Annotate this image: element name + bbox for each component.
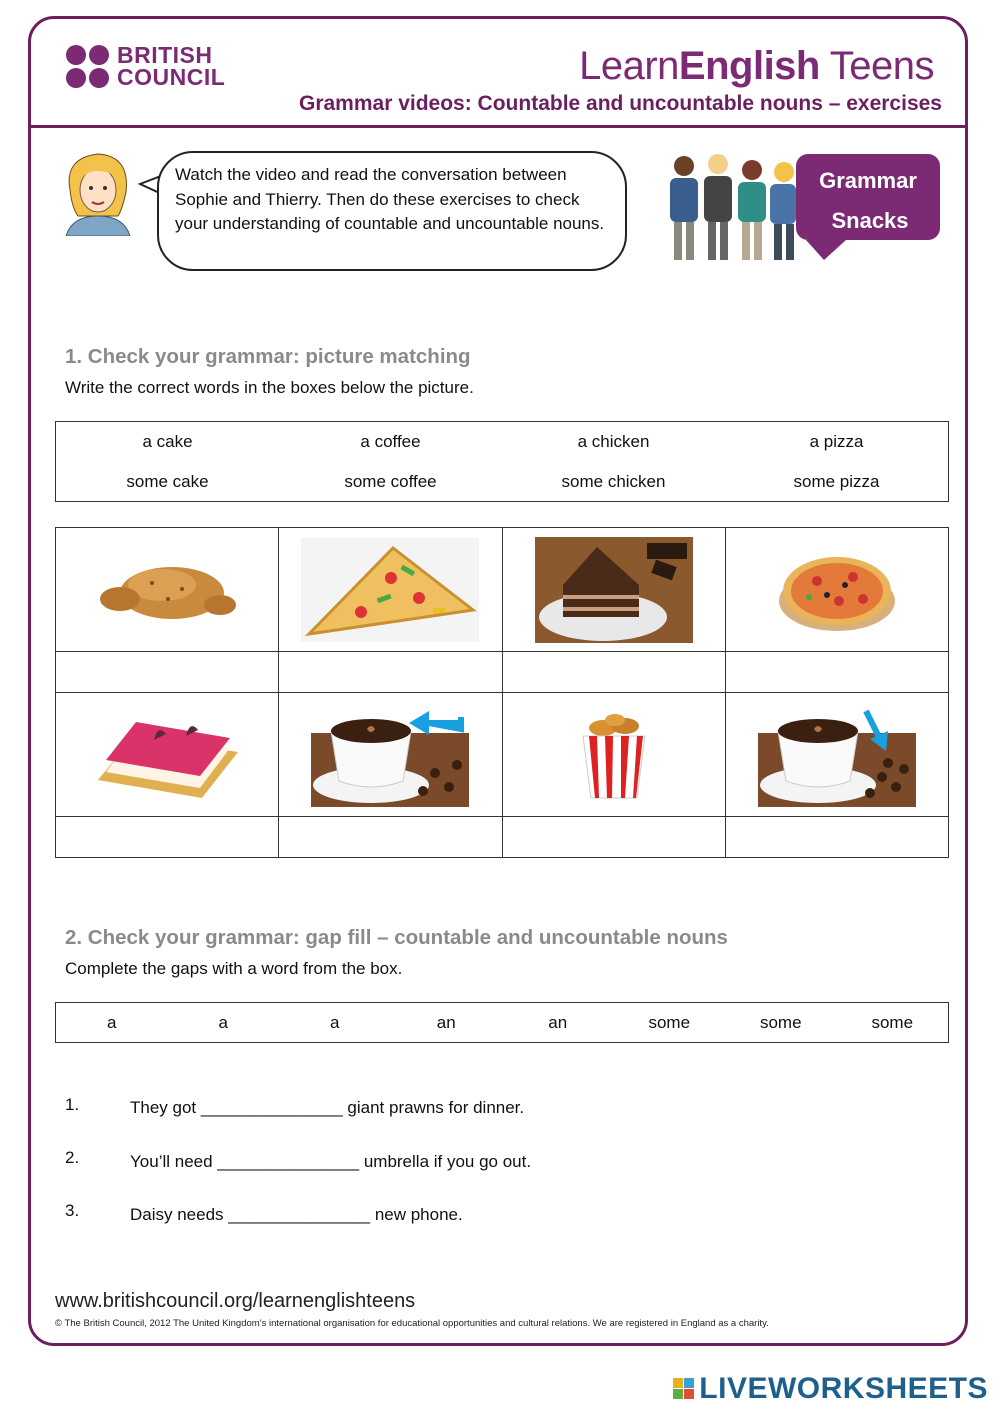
answer-box[interactable]: [725, 652, 948, 693]
word-chip: a coffee: [360, 432, 421, 451]
intro-text: Watch the video and read the conversation between Sophie and Thierry. Then do these exercises to check your understanding of countable and uncountable nouns.: [175, 165, 605, 233]
roast-chicken-icon: [92, 555, 242, 625]
answer-box[interactable]: [279, 652, 502, 693]
word-chip: a: [218, 1013, 228, 1032]
logo-line-2: COUNCIL: [117, 64, 226, 90]
word-chip: some: [759, 1013, 802, 1032]
picture-cell: [56, 528, 279, 652]
word-chip: some coffee: [344, 472, 437, 491]
liveworksheets-text: LIVEWORKSHEETS: [699, 1372, 988, 1405]
sophie-avatar: [62, 150, 134, 236]
header-divider: [30, 125, 967, 128]
chocolate-cake-slice-icon: [535, 537, 693, 643]
whole-pizza-icon: [775, 545, 899, 635]
word-chip: a cake: [142, 432, 193, 451]
badge-line-1: Grammar: [819, 168, 917, 193]
word-chip: some cake: [126, 472, 209, 491]
coffee-beans-icon: [758, 703, 916, 807]
badge-line-2: Snacks: [831, 208, 909, 233]
word-chip: some chicken: [561, 472, 666, 491]
section-2-instruction: Complete the gaps with a word from the box.: [65, 959, 403, 978]
question-number: 2.: [65, 1148, 80, 1167]
grammar-snacks-badge: [656, 150, 942, 266]
section-2-title: 2. Check your grammar: gap fill – countable and uncountable nouns: [65, 926, 728, 949]
answer-box[interactable]: [56, 817, 279, 858]
word-chip: a: [107, 1013, 117, 1032]
answer-box[interactable]: [725, 817, 948, 858]
section-2-word-box: [55, 1002, 949, 1043]
picture-cell: [279, 528, 502, 652]
question-text[interactable]: Daisy needs _______________ new phone.: [130, 1205, 463, 1224]
picture-matching-table: [55, 527, 949, 858]
section-1-title: 1. Check your grammar: picture matching: [65, 345, 471, 368]
teens-group-icon: [670, 154, 796, 260]
word-chip: a chicken: [577, 432, 650, 451]
picture-cell: [279, 693, 502, 817]
word-chip: some: [871, 1013, 914, 1032]
brand-english: English: [678, 44, 820, 88]
brand-teens: Teens: [819, 44, 934, 88]
question-text[interactable]: They got _______________ giant prawns for dinner.: [130, 1098, 525, 1117]
picture-cell: [725, 528, 948, 652]
coffee-cup-icon: [311, 703, 469, 807]
pizza-slice-icon: [301, 538, 479, 642]
word-chip: a pizza: [809, 432, 864, 451]
word-chip: an: [436, 1013, 456, 1032]
whole-cake-icon: [92, 710, 242, 800]
picture-cell: [502, 528, 725, 652]
footer-copyright: © The British Council, 2012 The United Kingdom’s international organisation for educational opportunities and cultural relations. We are registered in England as a charity.: [55, 1318, 769, 1329]
section-1-instruction: Write the correct words in the boxes below the picture.: [65, 378, 474, 397]
word-chip: some: [648, 1013, 691, 1032]
word-chip: an: [548, 1013, 568, 1032]
logo-line-1: BRITISH: [117, 42, 213, 68]
word-chip: some pizza: [793, 472, 880, 491]
liveworksheets-logo[interactable]: [673, 1372, 988, 1406]
document-title: Grammar videos: Countable and uncountable nouns – exercises: [298, 92, 942, 115]
section-1-word-box: [55, 421, 949, 502]
picture-cell: [725, 693, 948, 817]
question-number: 3.: [65, 1201, 80, 1220]
picture-cell: [502, 693, 725, 817]
answer-box[interactable]: [502, 817, 725, 858]
learnenglish-teens-logo: [579, 44, 934, 89]
question-number: 1.: [65, 1095, 80, 1114]
answer-box[interactable]: [502, 652, 725, 693]
british-council-dots-icon: [66, 45, 109, 88]
answer-box[interactable]: [56, 652, 279, 693]
brand-learn: Learn: [579, 44, 679, 88]
answer-box[interactable]: [279, 817, 502, 858]
word-chip: a: [330, 1013, 340, 1032]
chicken-bucket-icon: [579, 710, 649, 800]
footer-url[interactable]: www.britishcouncil.org/learnenglishteens: [55, 1290, 416, 1312]
british-council-logo: [66, 44, 225, 88]
picture-cell: [56, 693, 279, 817]
question-text[interactable]: You’ll need _______________ umbrella if you go out.: [130, 1152, 532, 1171]
liveworksheets-icon: [673, 1378, 695, 1400]
